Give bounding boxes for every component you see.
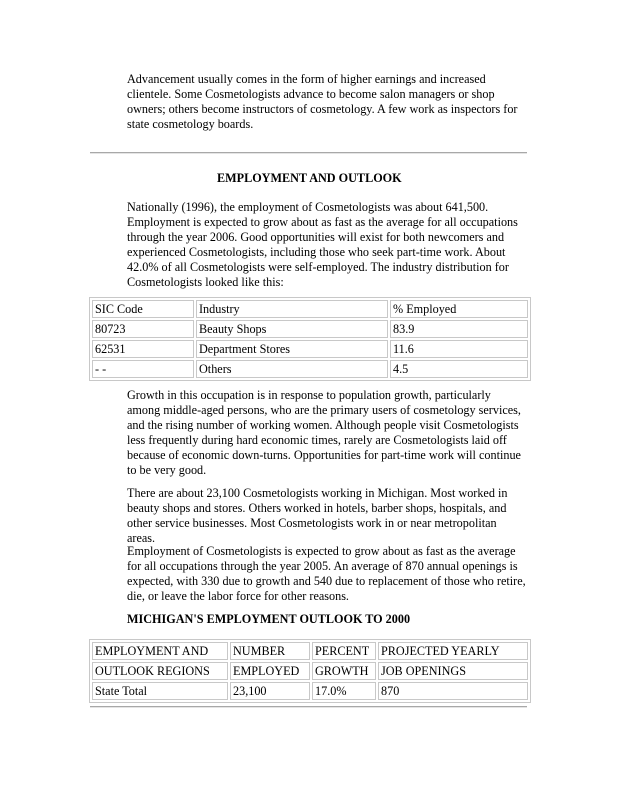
table-cell: Department Stores — [196, 340, 388, 358]
table-cell: 870 — [378, 682, 528, 700]
table-header-cell: EMPLOYED — [230, 662, 310, 680]
table-cell: 62531 — [92, 340, 194, 358]
table-header-cell: NUMBER — [230, 642, 310, 660]
outlook-table — [89, 639, 531, 703]
table-cell: 80723 — [92, 320, 194, 338]
michigan-paragraph: There are about 23,100 Cosmetologists working in Michigan. Most worked in beauty shops and stores. Others worked in hotels, barber shops, hospitals, and other service businesses. Most Cosmetologists work in or near metropolitan areas. — [127, 486, 508, 545]
outlook-paragraph: Employment of Cosmetologists is expected to grow about as fast as the average for all occupations through the year 2005. An average of 870 annual openings is expected, with 330 due to growth and 540 due to replacement of those who retire, die, or leave the labor force for other reasons. — [127, 544, 526, 603]
michigan-heading: MICHIGAN'S EMPLOYMENT OUTLOOK TO 2000 — [127, 612, 411, 626]
table-header-cell: GROWTH — [312, 662, 376, 680]
divider-top — [90, 152, 527, 154]
employment-heading: EMPLOYMENT AND OUTLOOK — [217, 171, 402, 185]
table-header-cell: PERCENT — [312, 642, 376, 660]
table-header-cell: Industry — [196, 300, 388, 318]
table-cell: 83.9 — [390, 320, 528, 338]
growth-paragraph: Growth in this occupation is in response to population growth, particularly among middle-aged persons, who are the primary users of cosmetology services, and the rising number of working women. Although people visit Cosmetologists less frequently during hard economic times, rarely are Cosmetologists laid off because of economic down-turns. Opportunities for part-time work will continue to be very good. — [127, 388, 521, 477]
table-cell: State Total — [92, 682, 228, 700]
table-cell: Beauty Shops — [196, 320, 388, 338]
table-header-cell: JOB OPENINGS — [378, 662, 528, 680]
table-cell: 11.6 — [390, 340, 528, 358]
table-row — [92, 682, 528, 700]
table-header-cell: % Employed — [390, 300, 528, 318]
table-header-row — [92, 300, 528, 318]
table-header-row — [92, 662, 528, 680]
industry-table — [89, 297, 531, 381]
table-cell: 23,100 — [230, 682, 310, 700]
table-row — [92, 340, 528, 358]
table-cell: - - — [92, 360, 194, 378]
table-header-cell: OUTLOOK REGIONS — [92, 662, 228, 680]
table-cell: Others — [196, 360, 388, 378]
table-header-cell: SIC Code — [92, 300, 194, 318]
table-header-row — [92, 642, 528, 660]
table-cell: 17.0% — [312, 682, 376, 700]
table-header-cell: EMPLOYMENT AND — [92, 642, 228, 660]
employment-paragraph: Nationally (1996), the employment of Cosmetologists was about 641,500. Employment is expected to grow about as fast as the average for all occupations through the year 2006. Good opportunities will exist for both newcomers and experienced Cosmetologists, including those who seek part-time work. About 42.0% of all Cosmetologists were self-employed. The industry distribution for Cosmetologists looked like this: — [127, 200, 518, 289]
table-header-cell: PROJECTED YEARLY — [378, 642, 528, 660]
divider-bottom — [90, 706, 527, 708]
table-row — [92, 360, 528, 378]
intro-paragraph: Advancement usually comes in the form of higher earnings and increased clientele. Some Cosmetologists advance to become salon managers or shop owners; others become instructors of cosmetology. A few work as inspectors for state cosmetology boards. — [127, 72, 518, 131]
table-row — [92, 320, 528, 338]
table-cell: 4.5 — [390, 360, 528, 378]
